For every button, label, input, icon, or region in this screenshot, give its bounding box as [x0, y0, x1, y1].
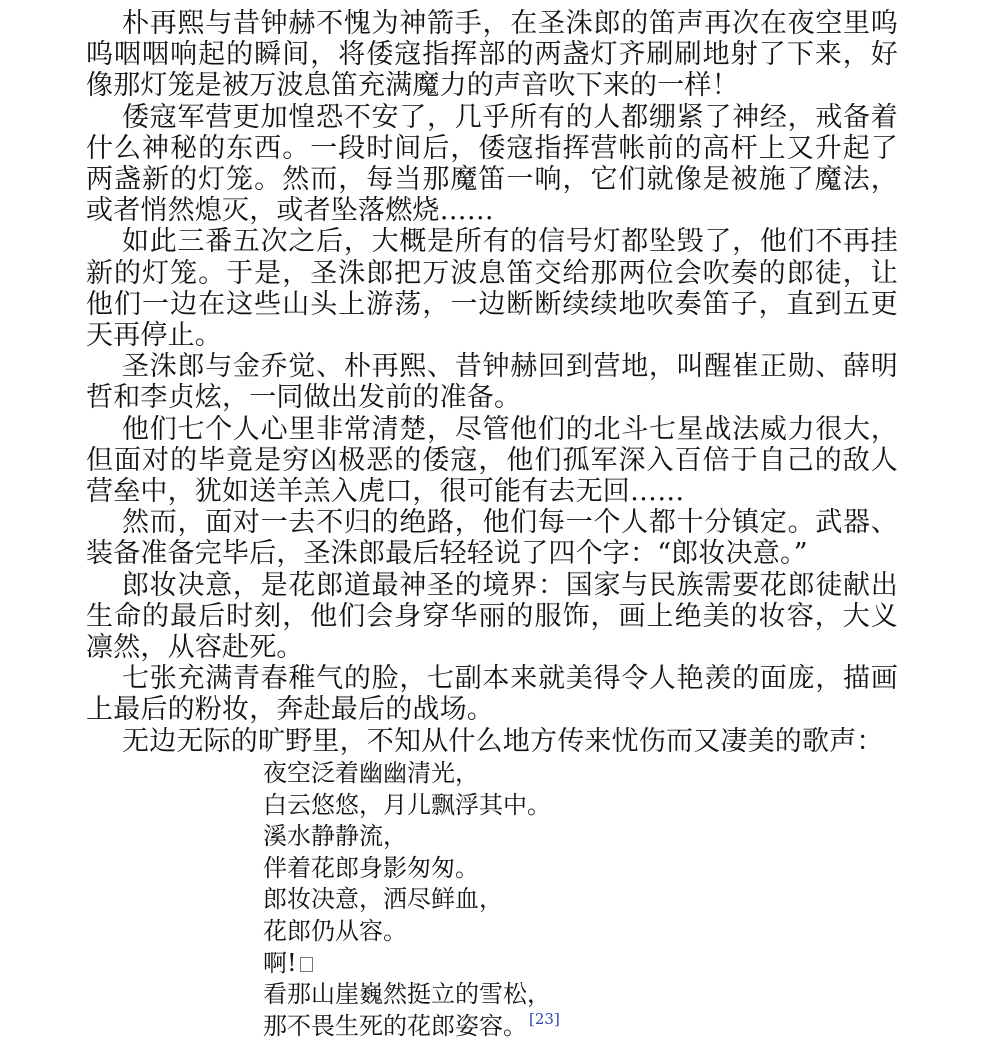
poem-line-5: 郎妆决意，洒尽鲜血， [263, 885, 503, 914]
paragraph-1: 朴再熙与昔钟赫不愧为神箭手，在圣洙郎的笛声再次在夜空里呜呜咽咽响起的瞬间，将倭寇指挥部的两盏灯齐刷刷地射了下来，好像那灯笼是被万波息笛充满魔力的声音吹下来的一样！ [86, 8, 898, 102]
paragraph-3: 如此三番五次之后，大概是所有的信号灯都坠毁了，他们不再挂新的灯笼。于是，圣洙郎把万波息笛交给那两位会吹奏的郎徒，让他们一边在这些山头上游荡，一边断断续续地吹奏笛子，直到五更天再停止。 [86, 226, 898, 352]
poem-line-4: 伴着花郎身影匆匆。 [263, 853, 479, 882]
paragraph-6: 然而，面对一去不归的绝路，他们每一个人都十分镇定。武器、装备准备完毕后，圣洙郎最后轻轻说了四个字：“郎妆决意。” [86, 507, 898, 570]
poem-line-7-text: 啊! [263, 948, 297, 977]
poem-line-8: 看那山崖巍然挺立的雪松， [263, 980, 551, 1009]
poem-line-9 [263, 1011, 783, 1045]
poem-line-6: 花郎仍从容。 [263, 916, 407, 945]
paragraph-5: 他们七个人心里非常清楚，尽管他们的北斗七星战法威力很大，但面对的毕竟是穷凶极恶的倭寇，他们孤军深入百倍于自己的敌人营垒中，犹如送羊羔入虎口，很可能有去无回…… [86, 413, 898, 508]
paragraph-2: 倭寇军营更加惶恐不安了，几乎所有的人都绷紧了神经，戒备着什么神秘的东西。一段时间后，倭寇指挥营帐前的高杆上又升起了两盏新的灯笼。然而，每当那魔笛一响，它们就像是被施了魔法，或者悄然熄灭，或者坠落燃烧…… [86, 101, 898, 227]
paragraph-9: 无边无际的旷野里，不知从什么地方传来忧伤而又凄美的歌声： [122, 725, 884, 757]
prose-body [86, 8, 898, 757]
poem-line-9-text: 那不畏生死的花郎姿容。 [263, 1011, 527, 1040]
poem-line-7 [263, 948, 783, 980]
missing-glyph-box-icon [300, 957, 313, 972]
paragraph-8: 七张充满青春稚气的脸，七副本来就美得令人艳羡的面庞，描画上最后的粉妆，奔赴最后的战场。 [86, 663, 898, 726]
footnote-link[interactable]: [23] [529, 1009, 560, 1028]
poem-line-1: 夜空泛着幽幽清光， [263, 759, 479, 787]
poem-line-2: 白云悠悠，月儿飘浮其中。 [263, 790, 551, 819]
poem-line-3: 溪水静静流， [263, 822, 407, 851]
paragraph-4: 圣洙郎与金乔觉、朴再熙、昔钟赫回到营地，叫醒崔正勋、薛明哲和李贞炫，一同做出发前的准备。 [86, 351, 898, 414]
poem-block [263, 758, 783, 1045]
paragraph-7: 郎妆决意，是花郎道最神圣的境界：国家与民族需要花郎徒献出生命的最后时刻，他们会身穿华丽的服饰，画上绝美的妆容，大义凛然，从容赴死。 [86, 569, 898, 664]
